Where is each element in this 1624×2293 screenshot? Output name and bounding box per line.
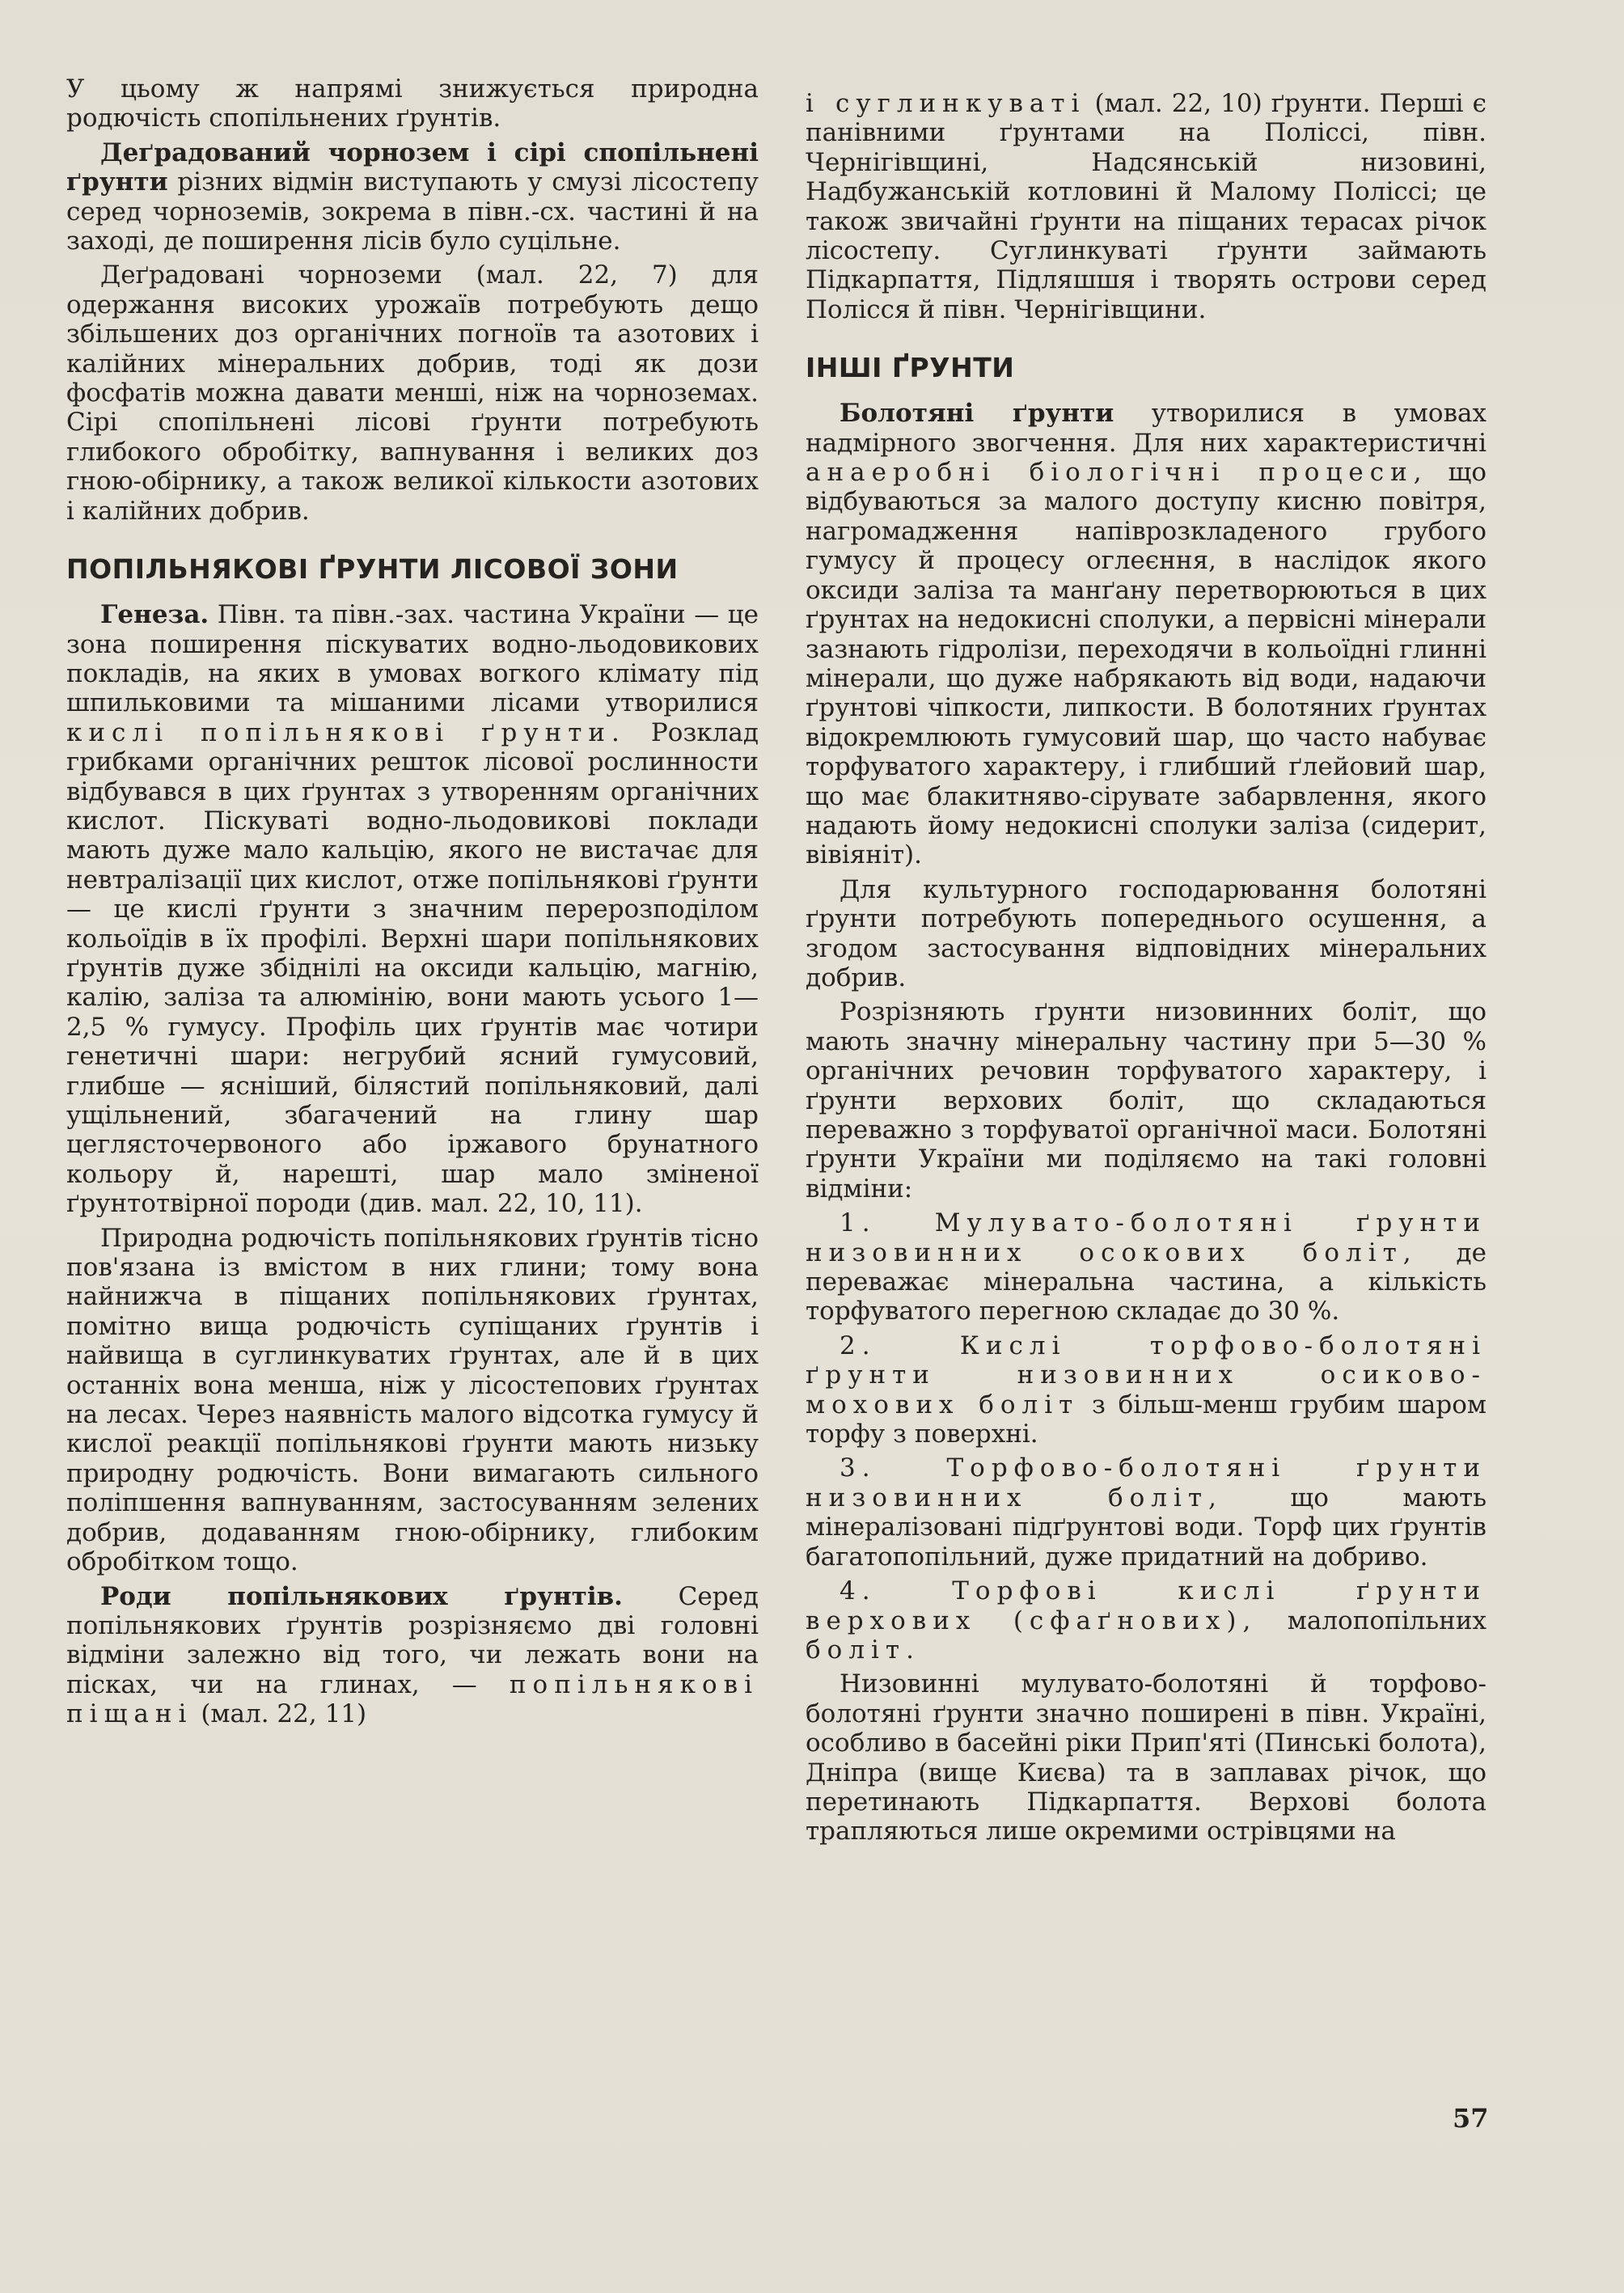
section-heading: ІНШІ ҐРУНТИ <box>806 352 1015 384</box>
paragraph <box>66 600 759 1219</box>
paragraph <box>66 1582 759 1729</box>
paragraph-text: (мал. 22, 10) ґрунти. Перші є панівними ґрунтами на Поліссі, півн. Чернігівщині, Надсянській низовині, Надбужанській котловині й Малому Поліссі; це також звичайні ґрунти на піщаних терасах річок лісостепу. Суглинкуваті ґрунти займають Підкарпаття, Підляшшя і творять острови серед Полісся й півн. Чернігівщини. <box>806 89 1487 324</box>
term-bold: Деґрадований чорнозем і сірі спопільнені ґрунти <box>66 137 759 197</box>
term-spaced: 3. Торфово-болотяні ґрунти низовинних боліт <box>806 1453 1487 1512</box>
paragraph: У цьому ж напрямі знижується природна родючість спопільнених ґрунтів. <box>66 74 759 133</box>
term-spaced: 1. Мулувато-болотяні ґрунти низовинних осокових боліт <box>806 1208 1487 1267</box>
paragraph-text: утворилися в умовах надмірного звогчення. Для них характеристичні <box>806 399 1487 458</box>
term-bold: Болотяні ґрунти <box>839 399 1114 429</box>
paragraph-text: Серед попільнякових ґрунтів розрізняємо дві головні відміни залежно від того, чи лежать вони на пісках, чи на глинах, — <box>66 1581 759 1699</box>
term-bold: Генеза. <box>100 600 209 630</box>
paragraph: Низовинні мулувато-болотяні й торфово-болотяні ґрунти значно поширені в півн. Україні, особливо в басейні ріки Прип'яті (Пинські болота), Дніпра (вище Києва) та в заплавах річок, що перетинають Підкарпаття. Верхові болота трапляються лише окремими острівцями на <box>806 1669 1487 1847</box>
paragraph: Деґрадовані чорноземи (мал. 22, 7) для одержання високих урожаїв потребують дещо збільшених доз органічних погноїв та азотових і калійних мінеральних добрив, тоді як дози фосфатів можна давати менші, ніж на чорноземах. Сірі спопільнені лісові ґрунти потребують глибокого обробітку, вапнування і великих доз гною-обірнику, а також великої кількости азотових і калійних добрив. <box>66 260 759 526</box>
page-number: 57 <box>1453 2103 1489 2134</box>
list-item <box>806 1331 1487 1449</box>
paragraph-text: Розклад грибками органічних решток лісової рослинности відбувався в цих ґрунтах з утворенням органічних кислот. Піскуваті водно-льодовикові поклади мають дуже мало кальцію, якого не вистачає для невтралізації цих кислот, отже попільнякові ґрунти — це кислі ґрунти з значним перерозподілом кольоїдів в їх профілі. Верхні шари попільнякових ґрунтів дуже збіднілі на оксиди кальцію, магнію, калію, заліза та алюмінію, вони мають усього 1—2,5 % гумусу. Профіль цих ґрунтів має чотири генетичні шари: негрубий ясний гумусовий, глибше — ясніший, білястий попільняковий, далі ущільнений, збагачений на глину шар цеглясточервоного або іржавого брунатного кольору й, нарешті, шар мало зміненої ґрунтотвірної породи (див. мал. 22, 10, 11). <box>66 717 759 1219</box>
paragraph-text: , що мають мінералізовані підґрунтові води. Торф цих ґрунтів багатопопільний, дуже придатний на добриво. <box>806 1483 1487 1572</box>
paragraph-text: з більш-менш грубим шаром торфу з поверхні. <box>806 1390 1487 1449</box>
list-item <box>806 1576 1487 1665</box>
paragraph-text: (мал. 22, 11) <box>192 1699 367 1729</box>
term-bold: Роди попільнякових ґрунтів. <box>100 1581 623 1611</box>
term-spaced: кислі попільнякові ґрунти. <box>66 717 626 747</box>
term-spaced: боліт. <box>806 1635 920 1665</box>
paragraph <box>806 89 1487 324</box>
left-column <box>66 74 759 1734</box>
paragraph: Розрізняють ґрунти низовинних боліт, що мають значну мінеральну частину при 5—30 % органічних речовин торфуватого характеру, і ґрунти верхових боліт, що складаються переважно з торфуватої органічної маси. Болотяні ґрунти України ми поділяємо на такі головні відміни: <box>806 997 1487 1204</box>
term-spaced: анаеробні біологічні процеси <box>806 458 1414 488</box>
section-heading: ПОПІЛЬНЯКОВІ ҐРУНТИ ЛІСОВОЇ ЗОНИ <box>66 553 679 586</box>
paragraph-text: різних відмін виступають у смузі лісостепу серед чорноземів, зокрема в півн.-сх. частині й на заході, де поширення лісів було суцільне. <box>66 167 759 256</box>
term-spaced: і суглинкуваті <box>806 89 1086 118</box>
term-spaced: попільнякові піщані <box>66 1669 759 1729</box>
list-item <box>806 1453 1487 1572</box>
paragraph-text: малопопільних <box>1257 1606 1487 1635</box>
paragraph <box>806 399 1487 870</box>
paragraph <box>66 138 759 256</box>
list-item <box>806 1208 1487 1326</box>
term-spaced: 4. Торфові кислі ґрунти верхових (сфаґнових), <box>806 1576 1487 1635</box>
paragraph-text: , де переважає мінеральна частина, а кількість торфуватого перегною складає до 30 %. <box>806 1237 1487 1326</box>
paragraph: Природна родючість попільнякових ґрунтів тісно пов'язана із вмістом в них глини; тому вона найнижча в піщаних попільнякових ґрунтах, помітно вища родючість супіщаних ґрунтів і найвища в суглинкуватих ґрунтах, але й в цих останніх вона менша, ніж у лісостепових ґрунтах на лесах. Через наявність малого відсотка гумусу й кислої реакції попільнякові ґрунти мають низьку природну родючість. Вони вимагають сильного поліпшення вапнуванням, застосуванням зелених добрив, додаванням гною-обірнику, глибоким обробітком тощо. <box>66 1223 759 1577</box>
right-column <box>806 89 1487 1851</box>
paragraph: Для культурного господарювання болотяні ґрунти потребують попереднього осушення, а згодом застосування відповідних мінеральних добрив. <box>806 874 1487 992</box>
term-spaced: 2. Кислі торфово-болотяні ґрунти низовинних осиково-мохових боліт <box>806 1331 1487 1419</box>
paragraph-text: Півн. та півн.-зах. частина України — це зона поширення піскуватих водно-льодовикових покладів, на яких в умовах вогкого клімату під шпильковими та мішаними лісами утворилися <box>66 600 759 718</box>
paragraph-text: , що відбуваються за малого доступу кисню повітря, нагромадження напіврозкладеного грубого гумусу й процесу оглеєння, в наслідок якого оксиди заліза та манґану перетворюються в цих ґрунтах на недокисні сполуки, а первісні мінерали зазнають гідролізи, переходячи в кольоїдні глинні мінерали, що дуже набрякають від води, надаючи ґрунтові чіпкости, липкости. В болотяних ґрунтах відокремлюють гумусовий шар, що часто набуває торфуватого характеру, і глибший ґлейовий шар, що має блакитнявo-сірувате забарвлення, якого надають йому недокисні сполуки заліза (сидерит, вівіяніт). <box>806 458 1487 870</box>
